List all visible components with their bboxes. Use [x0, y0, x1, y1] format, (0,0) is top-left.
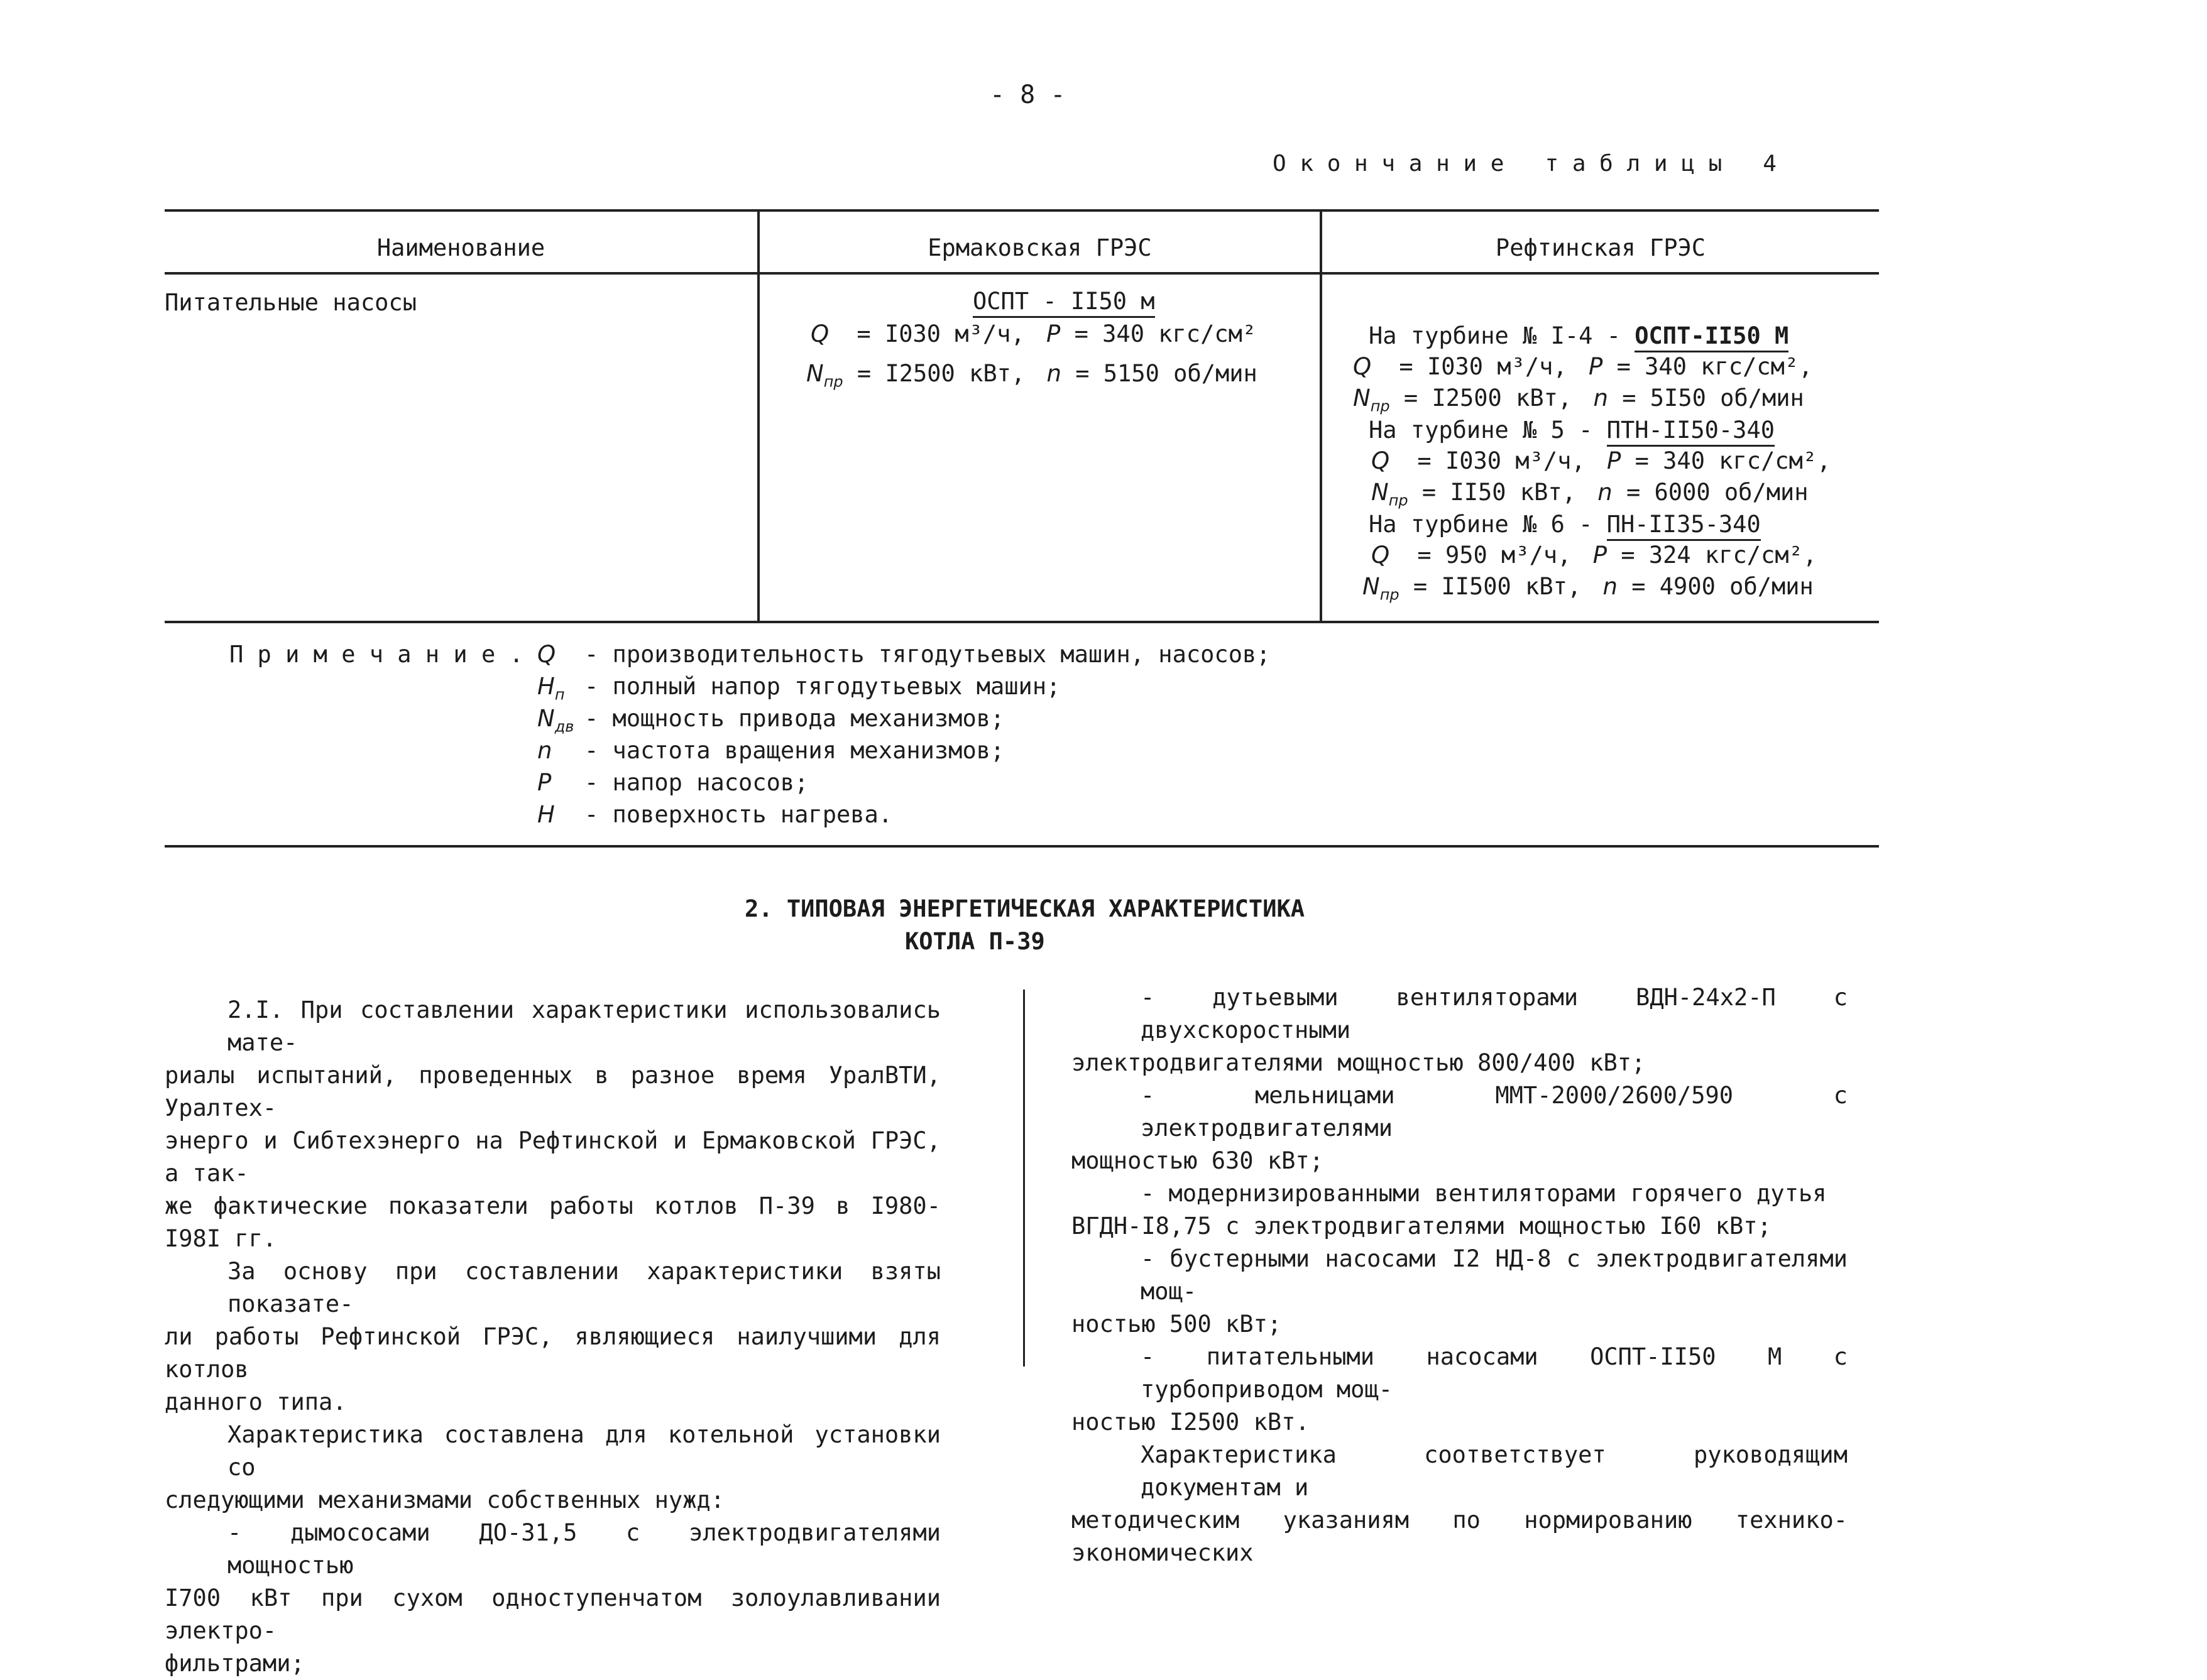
ermak-q-value: = I030 м³/ч,	[857, 320, 1025, 347]
text-line: - дымососами ДО-31,5 с электродвигателями мощностью	[227, 1519, 941, 1579]
note-bottom-rule	[165, 845, 1879, 848]
reft-5-n-value: = II50 кВт,	[1421, 479, 1576, 506]
reft-5-p-value: = 340 кгс/см²,	[1635, 447, 1831, 474]
note-text: - мощность привода механизмов;	[584, 705, 1005, 732]
ermak-n-sub: пр	[823, 373, 843, 391]
reft-turbine-5-model: ПТН-II50-340	[1607, 417, 1775, 447]
note-item	[537, 673, 1060, 703]
text-line: Характеристика составлена для котельной установки со	[227, 1421, 941, 1481]
note-sub: п	[554, 685, 565, 704]
text-line: Характеристика соответствует руководящим документам и	[1141, 1441, 1848, 1501]
note-symbol: n	[537, 737, 552, 764]
text-line: - дутьевыми вентиляторами ВДН-24х2-П с двухскоростными	[1141, 984, 1848, 1044]
reft-5-rpm-value: = 6000 об/мин	[1626, 479, 1809, 506]
right-paragraph-1	[1071, 981, 1848, 1079]
ermak-model	[973, 288, 1155, 315]
text-line: - бустерными насосами I2 НД-8 с электродвигателями мощ-	[1141, 1245, 1848, 1305]
reft-6-rpm-value: = 4900 об/мин	[1631, 573, 1814, 600]
note-symbol: N	[537, 705, 555, 732]
left-paragraph-1	[165, 994, 941, 1255]
table-col-divider-1	[757, 209, 760, 623]
note-symbol: H	[537, 801, 555, 828]
ermak-n-value: = I2500 кВт,	[857, 360, 1026, 387]
reft-1-p-symbol: P	[1589, 353, 1603, 380]
reft-turbine-6-label: На турбине № 6 -	[1369, 511, 1593, 538]
text-line: мощностью 630 кВт;	[1071, 1147, 1323, 1174]
reft-turbine-6-n-line	[1362, 573, 1814, 603]
text-line: - питательными насосами ОСПТ-II50 М с турбоприводом мощ-	[1141, 1343, 1848, 1403]
note-item	[537, 641, 1271, 668]
reft-6-n-symbol: N	[1362, 573, 1380, 600]
note-symbol: Q	[537, 641, 556, 668]
text-line: следующими механизмами собственных нужд:	[165, 1486, 725, 1514]
reft-turbine-5-n-line	[1371, 479, 1809, 509]
table-header-name: Наименование	[376, 234, 545, 261]
text-line: - мельницами ММТ-2000/2600/590 с электродвигателями	[1141, 1082, 1848, 1142]
reft-1-rpm-symbol: n	[1593, 385, 1608, 412]
right-paragraph-4	[1071, 1243, 1848, 1341]
note-text: - полный напор тягодутьевых машин;	[584, 673, 1061, 700]
text-line: За основу при составлении характеристики взяты показате-	[227, 1258, 941, 1317]
text-line: фильтрами;	[165, 1650, 305, 1677]
text-line: риалы испытаний, проведенных в разное время УралВТИ, Уралтех-	[165, 1062, 941, 1121]
reft-1-n-symbol: N	[1353, 385, 1371, 412]
note-text: - напор насосов;	[584, 769, 809, 796]
section-title-line-2: КОТЛА П-39	[905, 928, 1045, 955]
right-paragraph-5	[1071, 1341, 1848, 1439]
left-column	[165, 994, 941, 1680]
left-paragraph-2	[165, 1255, 941, 1419]
reft-turbine-1-q-line	[1353, 353, 1812, 380]
text-line: данного типа.	[165, 1388, 347, 1415]
reft-6-rpm-symbol: n	[1602, 573, 1618, 600]
text-line: I700 кВт при сухом одноступенчатом золоулавливании электро-	[165, 1585, 941, 1644]
note-item	[537, 705, 1004, 735]
right-paragraph-6	[1071, 1439, 1848, 1569]
note-item	[537, 801, 892, 828]
reft-6-p-value: = 324 кгс/см²,	[1621, 542, 1817, 569]
reft-1-q-symbol: Q	[1353, 353, 1372, 380]
ermak-p-symbol: P	[1046, 320, 1061, 347]
reft-turbine-6	[1369, 511, 1761, 538]
ermak-rpm-symbol: n	[1046, 360, 1061, 387]
right-paragraph-2	[1071, 1079, 1848, 1177]
text-line: энерго и Сибтехэнерго на Рефтинской и Ермаковской ГРЭС, а так-	[165, 1127, 941, 1187]
text-line: ВГДН-I8,75 с электродвигателями мощностью I60 кВт;	[1071, 1213, 1772, 1240]
text-column-divider	[1023, 990, 1025, 1366]
reft-1-q-value: = I030 м³/ч,	[1399, 353, 1567, 380]
note-text: - поверхность нагрева.	[584, 801, 893, 828]
ermak-n-line	[806, 360, 1257, 390]
reft-turbine-1-model: ОСПТ-II50 М	[1635, 322, 1788, 352]
reft-turbine-5-q-line	[1371, 447, 1831, 474]
reft-1-n-sub: пр	[1370, 397, 1390, 415]
note-label: П р и м е ч а н и е .	[229, 641, 523, 668]
reft-turbine-1-n-line	[1353, 385, 1804, 415]
text-line: ностью 500 кВт;	[1071, 1311, 1282, 1338]
reft-1-n-value: = I2500 кВт,	[1403, 385, 1572, 412]
reft-turbine-6-q-line	[1371, 542, 1817, 569]
reft-turbine-1-label: На турбине № I-4 -	[1369, 322, 1621, 349]
reft-5-p-symbol: P	[1607, 447, 1621, 474]
right-paragraph-3	[1071, 1177, 1848, 1243]
reft-6-p-symbol: P	[1592, 542, 1607, 569]
reft-6-n-sub: пр	[1379, 586, 1399, 604]
reft-turbine-6-model: ПН-II35-340	[1607, 511, 1761, 541]
text-line: методическим указаниям по нормированию технико-экономических	[1071, 1507, 1848, 1566]
reft-6-q-value: = 950 м³/ч,	[1417, 542, 1572, 569]
table-col-divider-2	[1320, 209, 1322, 623]
text-line: ностью I2500 кВт.	[1071, 1409, 1310, 1436]
reft-5-q-symbol: Q	[1371, 447, 1390, 474]
page-number: - 8 -	[990, 80, 1066, 109]
table-header-reft: Рефтинская ГРЭС	[1495, 234, 1706, 261]
ermak-p-value: = 340 кгс/см²	[1074, 320, 1257, 347]
reft-6-n-value: = II500 кВт,	[1413, 573, 1582, 600]
note-symbol-wrap	[537, 705, 584, 735]
right-column	[1071, 981, 1848, 1569]
reft-5-rpm-symbol: n	[1597, 479, 1613, 506]
left-paragraph-3	[165, 1419, 941, 1517]
reft-5-q-value: = I030 м³/ч,	[1417, 447, 1585, 474]
reft-1-rpm-value: = 5I50 об/мин	[1622, 385, 1804, 412]
table-top-rule	[165, 209, 1879, 212]
table-header-ermak: Ермаковская ГРЭС	[928, 234, 1152, 261]
table-header-rule	[165, 272, 1879, 275]
ermak-n-symbol: N	[806, 360, 824, 387]
text-line: 2.I. При составлении характеристики использовались мате-	[227, 996, 941, 1056]
table-bottom-rule	[165, 621, 1879, 623]
reft-turbine-5	[1369, 417, 1775, 444]
ermak-rpm-value: = 5150 об/мин	[1075, 360, 1257, 387]
text-line: же фактические показатели работы котлов П-39 в I980-I98I гг.	[165, 1192, 941, 1252]
text-line: электродвигателями мощностью 800/400 кВт;	[1071, 1049, 1646, 1076]
note-symbol: H	[537, 673, 555, 700]
table-row-name: Питательные насосы	[165, 289, 417, 316]
ermak-model-text: ОСПТ - II50 м	[973, 288, 1155, 318]
table-caption: О к о н ч а н и е т а б л и ц ы 4	[1273, 151, 1777, 177]
note-symbol: P	[537, 769, 552, 796]
note-sub: дв	[554, 717, 574, 736]
note-item	[537, 737, 1004, 764]
reft-turbine-5-label: На турбине № 5 -	[1369, 417, 1593, 444]
reft-1-p-value: = 340 кгс/см²,	[1616, 353, 1813, 380]
reft-turbine-1	[1369, 322, 1788, 349]
ermak-q-line	[811, 320, 1256, 347]
ermak-q-symbol: Q	[811, 320, 830, 347]
note-item	[537, 769, 808, 796]
note-text: - производительность тягодутьевых машин, насосов;	[584, 641, 1271, 668]
reft-6-q-symbol: Q	[1371, 542, 1390, 569]
section-title-line-1: 2. ТИПОВАЯ ЭНЕРГЕТИЧЕСКАЯ ХАРАКТЕРИСТИКА	[745, 895, 1305, 922]
note-symbol-wrap	[537, 673, 584, 703]
note-text: - частота вращения механизмов;	[584, 737, 1005, 764]
text-line: - модернизированными вентиляторами горячего дутья	[1141, 1180, 1827, 1207]
left-paragraph-4	[165, 1517, 941, 1680]
reft-5-n-sub: пр	[1388, 491, 1408, 510]
reft-5-n-symbol: N	[1371, 479, 1389, 506]
text-line: ли работы Рефтинской ГРЭС, являющиеся наилучшими для котлов	[165, 1323, 941, 1383]
